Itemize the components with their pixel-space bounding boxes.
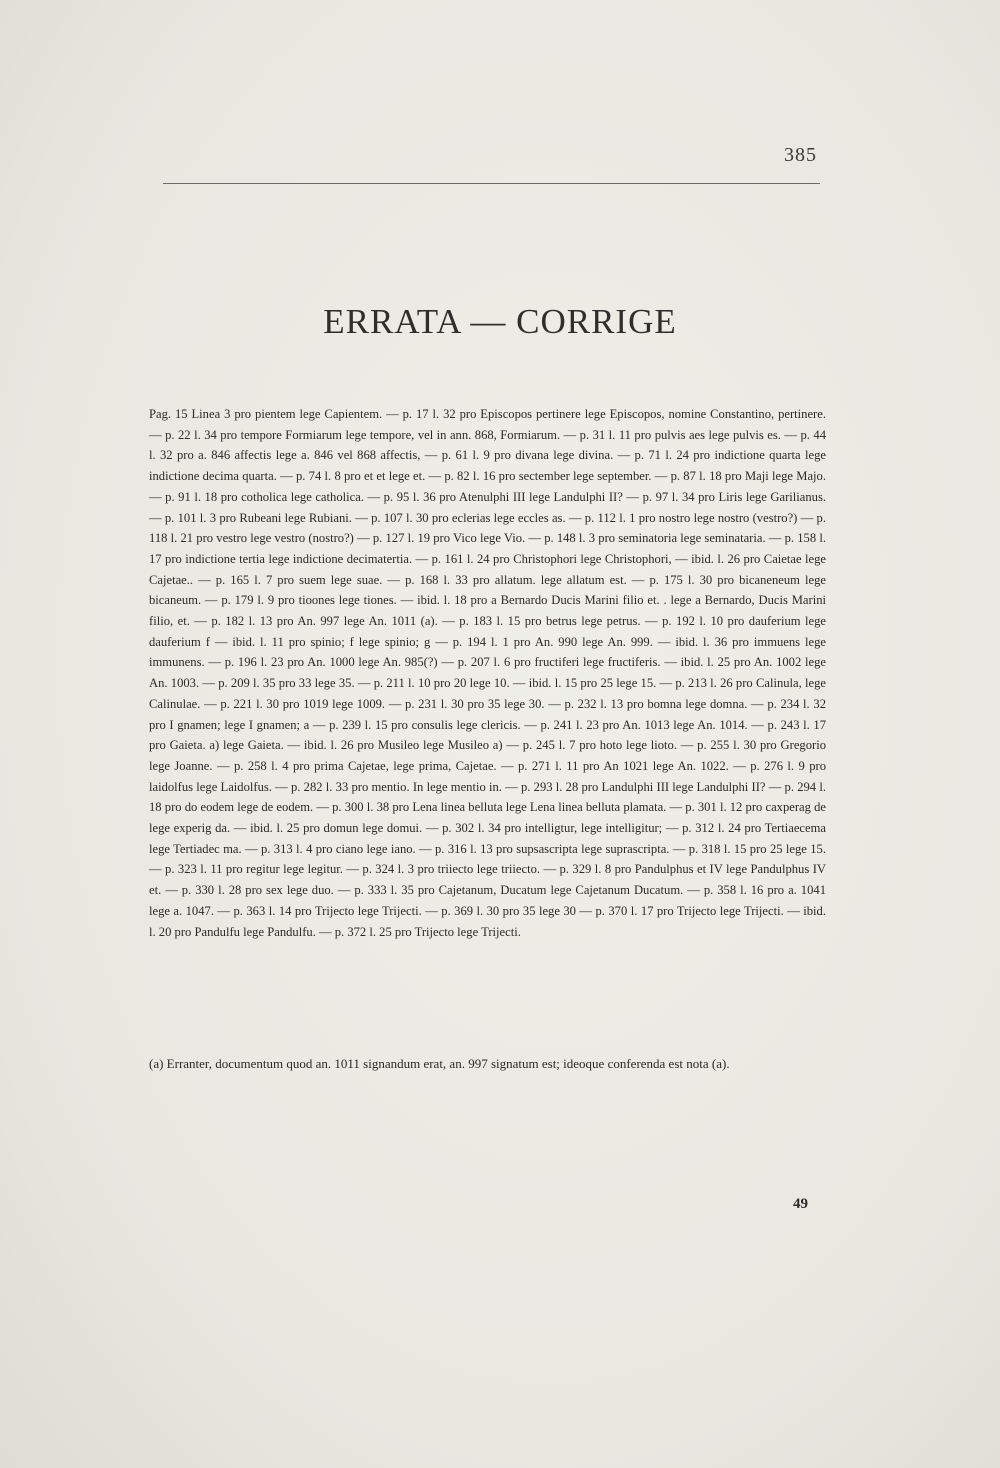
header-rule [163, 183, 820, 184]
page-title: ERRATA — CORRIGE [323, 302, 677, 341]
errata-list: Pag. 15 Linea 3 pro pientem lege Capientem. — p. 17 l. 32 pro Episcopos pertinere lege Episcopos, nomine Constantino, pertinere. — p. 22 l. 34 pro tempore Formiarum lege tempore, vel in ann. 868, Formiarum. — p. 31 l. 11 pro pulvis aes lege pulvis es. — p. 44 l. 32 pro a. 846 affectis lege a. 846 vel 868 affectis, — p. 61 l. 9 pro divana lege divina. — p. 71 l. 24 pro indictione quarta lege indictione decima quarta. — p. 74 l. 8 pro et et lege et. — p. 82 l. 16 pro sectember lege september. — p. 87 l. 18 pro Maji lege Majo. — p. 91 l. 18 pro cotholica lege catholica. — p. 95 l. 36 pro Atenulphi III lege Landulphi II? — p. 97 l. 34 pro Liris lege Garilianus. — p. 101 l. 3 pro Rubeani lege Rubiani. — p. 107 l. 30 pro eclerias lege eccles as. — p. 112 l. 1 pro nostro lege nostro (vestro?) — p. 118 l. 21 pro vestro lege vestro (nostro?) — p. 127 l. 19 pro Vico lege Vio. — p. 148 l. 3 pro seminatoria lege seminataria. — p. 158 l. 17 pro indictione tertia lege indictione decimatertia. — p. 161 l. 24 pro Christophori lege Christophori, — ibid. l. 26 pro Caietae lege Cajetae.. — p. 165 l. 7 pro suem lege suae. — p. 168 l. 33 pro allatum. lege allatum est. — p. 175 l. 30 pro bicaneneum lege bicaneum. — p. 179 l. 9 pro tioones lege tiones. — ibid. l. 18 pro a Bernardo Ducis Marini filio et. . lege a Bernardo, Ducis Marini filio, et. — p. 182 l. 13 pro An. 997 lege An. 1011 (a). — p. 183 l. 15 pro betrus lege petrus. — p. 192 l. 10 pro dauferium lege dauferium f — ibid. l. 11 pro spinio; f lege spinio; g — p. 194 l. 1 pro An. 990 lege An. 999. — ibid. l. 36 pro immuens lege immunens. — p. 196 l. 23 pro An. 1000 lege An. 985(?) — p. 207 l. 6 pro fructiferi lege fructiferis. — ibid. l. 25 pro An. 1002 lege An. 1003. — p. 209 l. 35 pro 33 lege 35. — p. 211 l. 10 pro 20 lege 10. — ibid. l. 15 pro 25 lege 15. — p. 213 l. 26 pro Calinula, lege Calinulae. — p. 221 l. 30 pro 1019 lege 1009. — p. 231 l. 30 pro 35 lege 30. — p. 232 l. 13 pro bomna lege domna. — p. 234 l. 32 pro I gnamen; lege I gnamen; a — p. 239 l. 15 pro consulis lege clericis. — p. 241 l. 23 pro An. 1013 lege An. 1014. — p. 243 l. 17 pro Gaieta. a) lege Gaieta. — ibid. l. 26 pro Musileo lege Musileo a) — p. 245 l. 7 pro hoto lege lioto. — p. 255 l. 30 pro Gregorio lege Joanne. — p. 258 l. 4 pro prima Cajetae, lege prima, Cajetae. — p. 271 l. 11 pro An 1021 lege An. 1022. — p. 276 l. 9 pro laidolfus lege Laidolfus. — p. 282 l. 33 pro mentio. In lege mentio in. — p. 293 l. 28 pro Landulphi III lege Landulphi II? — p. 294 l. 18 pro do eodem lege de eodem. — p. 300 l. 38 pro Lena linea belluta lege Lena linea belluta plamata. — p. 301 l. 12 pro caxperag de lege experig da. — ibid. l. 25 pro domun lege domui. — p. 302 l. 34 pro intelligtur, lege intelligitur; — p. 312 l. 24 pro Tertiaecema lege Tertiadec ma. — p. 313 l. 4 pro ciano lege iano. — p. 316 l. 13 pro supsascripta lege suprascripta. — p. 318 l. 15 pro 25 lege 15. — p. 323 l. 11 pro regitur lege legitur. — p. 324 l. 3 pro triiecto lege triiecto. — p. 329 l. 8 pro Pandulphus et IV lege Pandulphus IV et. — p. 330 l. 28 pro sex lege duo. — p. 333 l. 35 pro Cajetanum, Ducatum lege Cajetanum Ducatum. — p. 358 l. 16 pro a. 1041 lege a. 1047. — p. 363 l. 14 pro Trijecto lege Trijecti. — p. 369 l. 30 pro 35 lege 30 — p. 370 l. 17 pro Trijecto lege Trijecti. — ibid. l. 20 pro Pandulfu lege Pandulfu. — p. 372 l. 25 pro Trijecto lege Trijecti. [149, 407, 826, 939]
footnote: (a) Erranter, documentum quod an. 1011 signandum erat, an. 997 signatum est; ideoque conferenda est nota (a). [149, 1056, 730, 1071]
page-number: 385 [784, 144, 817, 166]
signature-mark: 49 [793, 1196, 808, 1212]
